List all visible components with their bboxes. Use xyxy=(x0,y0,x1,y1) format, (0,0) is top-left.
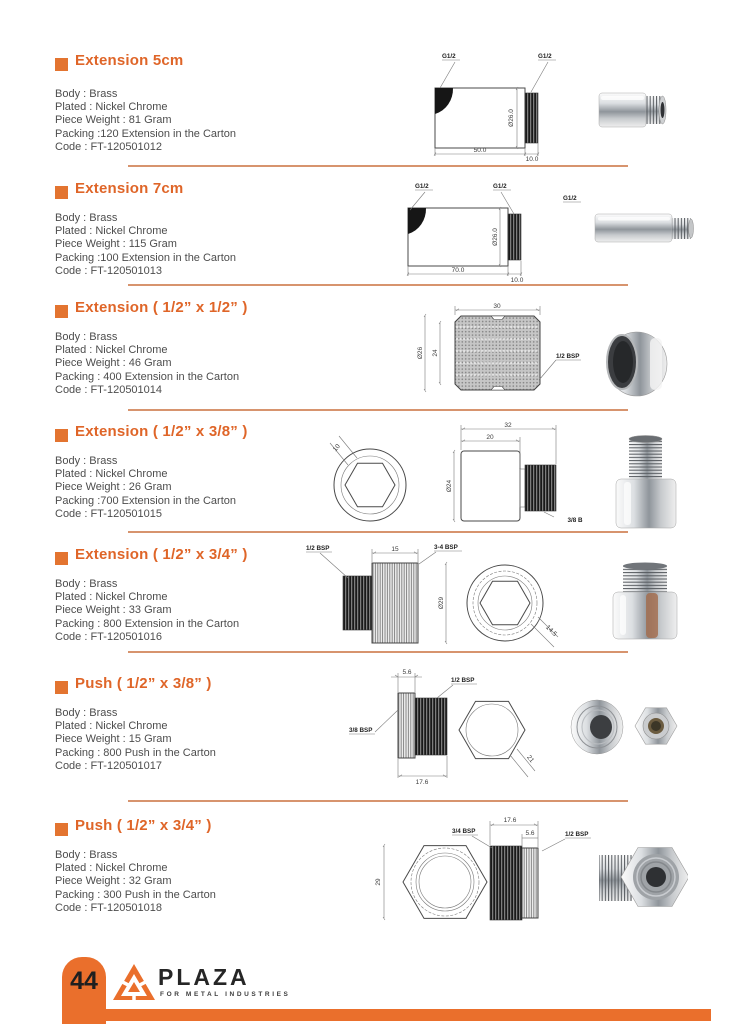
dim-diameter: Ø26.0 xyxy=(492,228,499,246)
page-number: 44 xyxy=(70,967,98,995)
spec-weight: Piece Weight : 115 Gram xyxy=(55,238,177,251)
spec-weight: Piece Weight : 32 Gram xyxy=(55,875,172,888)
dim-hex-height: 29 xyxy=(375,878,382,886)
thread-label: 3/8 B xyxy=(567,517,583,524)
dim-head-length: 5.6 xyxy=(525,830,535,837)
spec-packing: Packing : 800 Push in the Carton xyxy=(55,746,216,759)
product-photo xyxy=(570,698,685,760)
bullet-square-icon xyxy=(55,681,68,694)
thread-label-inner: 3/8 BSP xyxy=(349,727,373,734)
thread-label-left: G1/2 xyxy=(415,183,429,190)
brand-tagline: FOR METAL INDUSTRIES xyxy=(160,991,291,998)
drawing-lines xyxy=(330,425,556,522)
product-photo xyxy=(598,86,670,134)
spec-packing: Packing : 400 Extension in the Carton xyxy=(55,370,240,383)
dim-inner-diameter: 24 xyxy=(432,349,439,357)
dim-hex-size: 21 xyxy=(525,754,536,765)
product-title: Extension ( 1/2” x 1/2” ) xyxy=(75,299,248,316)
plaza-logo-icon xyxy=(111,960,157,1006)
spec-plated: Plated : Nickel Chrome xyxy=(55,591,168,604)
technical-drawing xyxy=(413,296,593,408)
product-title: Extension 7cm xyxy=(75,180,184,197)
product-photo xyxy=(598,831,688,921)
product-title: Extension ( 1/2” x 3/4” ) xyxy=(75,546,248,563)
spec-code: Code : FT-120501014 xyxy=(55,383,163,396)
spec-body: Body : Brass xyxy=(55,578,118,590)
product-title: Extension 5cm xyxy=(75,52,184,69)
bullet-square-icon xyxy=(55,58,68,71)
product-photo xyxy=(594,206,694,250)
spec-code: Code : FT-120501016 xyxy=(55,630,163,643)
spec-packing: Packing :100 Extension in the Carton xyxy=(55,251,237,264)
spec-plated: Plated : Nickel Chrome xyxy=(55,101,168,114)
thread-label-left: 1/2 BSP xyxy=(306,545,330,552)
spec-plated: Plated : Nickel Chrome xyxy=(55,468,168,481)
spec-plated: Plated : Nickel Chrome xyxy=(55,720,168,733)
product-photo xyxy=(598,328,673,400)
bullet-square-icon xyxy=(55,305,68,318)
spec-plated: Plated : Nickel Chrome xyxy=(55,862,168,875)
spec-code: Code : FT-120501015 xyxy=(55,507,163,520)
spec-body: Body : Brass xyxy=(55,331,118,343)
spec-plated: Plated : Nickel Chrome xyxy=(55,344,168,357)
dim-hex-depth: 10 xyxy=(331,443,342,454)
thread-label-outer: 1/2 BSP xyxy=(451,677,475,684)
spec-list xyxy=(55,331,239,397)
dim-diameter: Ø24 xyxy=(446,479,453,493)
spec-code: Code : FT-120501018 xyxy=(55,901,163,914)
spec-list xyxy=(55,578,239,644)
thread-label-inner: 1/2 BSP xyxy=(565,831,589,838)
product-title: Extension ( 1/2” x 3/8” ) xyxy=(75,423,248,440)
drawing-lines xyxy=(434,60,556,156)
thread-label-note: G1/2 xyxy=(563,195,577,202)
spec-list xyxy=(55,707,216,773)
drawing-lines xyxy=(424,306,581,392)
spec-weight: Piece Weight : 81 Gram xyxy=(55,114,172,127)
bullet-square-icon xyxy=(55,823,68,836)
dim-hex-size: 14.5 xyxy=(544,623,559,638)
footer-bar xyxy=(95,1009,711,1021)
product-photo xyxy=(608,562,682,642)
bullet-square-icon xyxy=(55,429,68,442)
spec-weight: Piece Weight : 33 Gram xyxy=(55,604,172,617)
technical-drawing xyxy=(393,178,603,288)
section-divider xyxy=(128,409,628,411)
brand-name: PLAZA xyxy=(158,964,250,990)
spec-body: Body : Brass xyxy=(55,707,118,719)
spec-body: Body : Brass xyxy=(55,849,118,861)
spec-list xyxy=(55,212,236,278)
dim-thread-length: 10.0 xyxy=(510,277,524,284)
dim-thread-length: 10.0 xyxy=(525,156,539,163)
dim-length: 50.0 xyxy=(473,147,487,154)
spec-list xyxy=(55,455,236,521)
dim-total-length: 17.6 xyxy=(503,817,517,824)
bullet-square-icon xyxy=(55,552,68,565)
dim-length: 70.0 xyxy=(451,267,465,274)
spec-weight: Piece Weight : 15 Gram xyxy=(55,733,172,746)
dim-diameter: Ø29 xyxy=(438,596,445,610)
dim-total-length: 17.6 xyxy=(415,779,429,786)
product-title: Push ( 1/2” x 3/4” ) xyxy=(75,817,212,834)
drawing-lines xyxy=(306,549,558,647)
drawing-lines xyxy=(383,821,591,920)
technical-drawing xyxy=(300,540,592,652)
spec-packing: Packing :120 Extension in the Carton xyxy=(55,127,237,140)
spec-packing: Packing :700 Extension in the Carton xyxy=(55,494,237,507)
spec-plated: Plated : Nickel Chrome xyxy=(55,225,168,238)
spec-list xyxy=(55,849,216,915)
product-photo xyxy=(610,434,682,532)
technical-drawing xyxy=(308,413,598,535)
section-divider xyxy=(128,800,628,802)
thread-label-left: G1/2 xyxy=(442,53,456,60)
dim-body-length: 20 xyxy=(486,434,494,441)
thread-label-outer: 3/4 BSP xyxy=(452,828,476,835)
dim-diameter: Ø26.0 xyxy=(508,109,515,127)
drawing-lines xyxy=(349,673,535,778)
thread-label-right: 3-4 BSP xyxy=(434,544,458,551)
technical-drawing xyxy=(372,803,617,933)
dim-body-length: 15 xyxy=(391,546,399,553)
section-divider xyxy=(128,651,628,653)
spec-code: Code : FT-120501017 xyxy=(55,759,163,772)
section-divider xyxy=(128,165,628,167)
dim-head-length: 5.6 xyxy=(402,669,412,676)
spec-weight: Piece Weight : 46 Gram xyxy=(55,357,172,370)
section-divider xyxy=(128,531,628,533)
thread-label: 1/2 BSP xyxy=(556,353,580,360)
product-title: Push ( 1/2” x 3/8” ) xyxy=(75,675,212,692)
technical-drawing xyxy=(398,48,573,163)
section-divider xyxy=(128,284,628,286)
spec-code: Code : FT-120501013 xyxy=(55,264,163,277)
spec-body: Body : Brass xyxy=(55,88,118,100)
thread-label-right: G1/2 xyxy=(538,53,552,60)
spec-list xyxy=(55,88,236,154)
thread-label-right: G1/2 xyxy=(493,183,507,190)
spec-packing: Packing : 300 Push in the Carton xyxy=(55,888,216,901)
spec-body: Body : Brass xyxy=(55,212,118,224)
dim-outer-diameter: Ø26 xyxy=(417,346,424,360)
spec-packing: Packing : 800 Extension in the Carton xyxy=(55,617,240,630)
spec-weight: Piece Weight : 26 Gram xyxy=(55,481,172,494)
spec-body: Body : Brass xyxy=(55,455,118,467)
bullet-square-icon xyxy=(55,186,68,199)
spec-code: Code : FT-120501012 xyxy=(55,140,163,153)
dim-length: 30 xyxy=(493,303,501,310)
dim-total-length: 32 xyxy=(504,422,512,429)
